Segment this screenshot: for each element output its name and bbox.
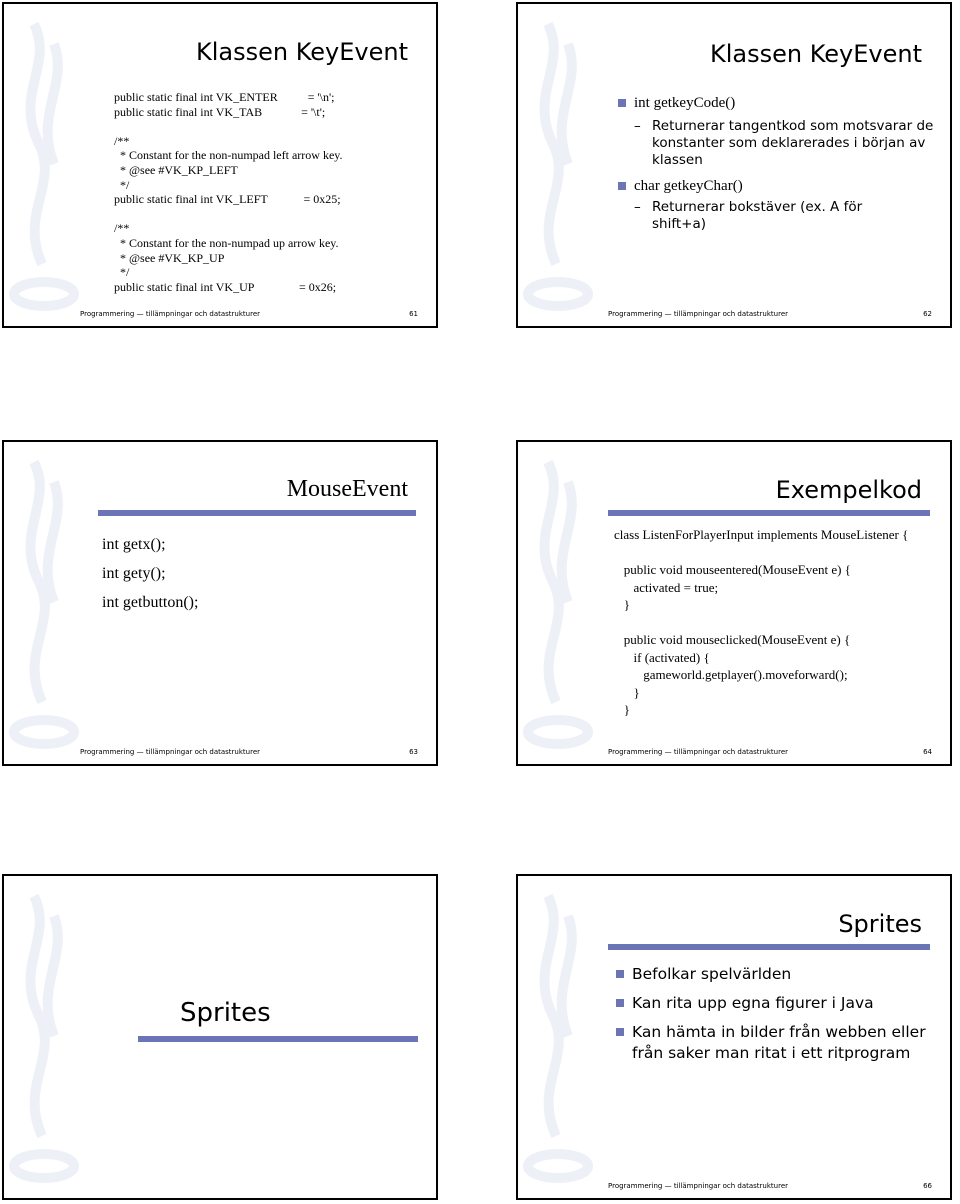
java-logo-decoration <box>518 4 598 326</box>
page-number: 66 <box>923 1182 932 1190</box>
code-line: } <box>614 684 640 700</box>
slide-title: MouseEvent <box>286 476 408 502</box>
slide-footer <box>80 748 418 756</box>
code-block <box>614 526 908 719</box>
sub-item <box>618 199 872 233</box>
slide-title: Exempelkod <box>775 476 922 504</box>
method-list <box>102 530 198 617</box>
code-line: * Constant for the non-numpad up arrow key. <box>114 235 339 250</box>
slide-62 <box>516 2 952 328</box>
code-line: */ <box>114 177 130 192</box>
method-line: int getx(); <box>102 536 166 553</box>
footer-text: Programmering — tillämpningar och datastrukturer <box>608 1182 789 1190</box>
slide-65 <box>2 874 438 1200</box>
section-title: Sprites <box>180 998 271 1028</box>
slide-title: Klassen KeyEvent <box>196 38 408 66</box>
bullet-list <box>618 94 938 233</box>
java-logo-decoration <box>4 876 84 1198</box>
page-number: 62 <box>923 310 932 318</box>
sub-item <box>618 118 938 169</box>
bullet-icon <box>616 1028 624 1036</box>
code-line: /** <box>114 133 130 148</box>
sub-text: Returnerar bokstäver (ex. A för shift+a) <box>652 199 863 232</box>
list-item <box>616 993 928 1014</box>
slide-footer <box>608 748 932 756</box>
bullet-icon <box>618 182 626 190</box>
code-block <box>114 90 343 294</box>
footer-text: Programmering — tillämpningar och datastrukturer <box>80 748 261 756</box>
code-line: class ListenForPlayerInput implements MouseListener { <box>614 527 909 542</box>
bullet-icon <box>618 99 626 107</box>
slide-title: Klassen KeyEvent <box>710 40 922 68</box>
code-line: activated = true; <box>614 579 719 595</box>
sub-text: Returnerar tangentkod som motsvarar de konstanter som deklarerades i början av klassen <box>652 118 934 168</box>
list-item <box>618 177 938 195</box>
page-number: 63 <box>409 748 418 756</box>
java-logo-decoration <box>518 442 598 764</box>
dash-icon: – <box>634 118 641 134</box>
code-line: * @see #VK_KP_LEFT <box>114 162 238 177</box>
footer-text: Programmering — tillämpningar och datastrukturer <box>80 310 261 318</box>
code-line: * Constant for the non-numpad left arrow key. <box>114 148 343 163</box>
code-line: if (activated) { <box>614 649 710 665</box>
java-logo-decoration <box>4 4 84 326</box>
bullet-icon <box>616 970 624 978</box>
footer-text: Programmering — tillämpningar och datastrukturer <box>608 310 789 318</box>
code-line: public void mouseclicked(MouseEvent e) { <box>614 632 851 647</box>
code-line: */ <box>114 265 130 280</box>
slide-footer <box>608 310 932 318</box>
bullet-text: char getkeyChar() <box>634 178 743 194</box>
list-item <box>616 1022 928 1064</box>
list-item <box>616 964 928 985</box>
slide-66 <box>516 874 952 1200</box>
code-line: public static final int VK_ENTER = '\n'; <box>114 90 335 104</box>
title-underline <box>98 510 416 516</box>
bullet-text: Befolkar spelvärlden <box>632 965 792 983</box>
code-line: * @see #VK_KP_UP <box>114 250 225 265</box>
java-logo-decoration <box>518 876 598 1198</box>
java-logo-decoration <box>4 442 84 764</box>
code-line: /** <box>114 221 130 236</box>
code-line: public void mouseentered(MouseEvent e) { <box>614 562 851 577</box>
title-underline <box>608 510 930 516</box>
slide-footer <box>608 1182 932 1190</box>
bullet-icon <box>616 999 624 1007</box>
slide-63 <box>2 440 438 766</box>
slide-64 <box>516 440 952 766</box>
page-number: 61 <box>409 310 418 318</box>
title-underline <box>608 944 930 950</box>
code-line: gameworld.getplayer().moveforward(); <box>614 667 848 682</box>
bullet-text: int getkeyCode() <box>634 95 736 111</box>
bullet-text: Kan hämta in bilder från webben eller från saker man ritat i ett ritprogram <box>632 1023 926 1062</box>
code-line: } <box>614 702 630 717</box>
code-line: } <box>614 597 630 612</box>
code-line: public static final int VK_TAB = '\t'; <box>114 104 326 119</box>
method-line: int gety(); <box>102 565 166 582</box>
slide-61 <box>2 2 438 328</box>
method-line: int getbutton(); <box>102 594 199 611</box>
section-underline <box>138 1036 418 1042</box>
bullet-list <box>616 964 928 1064</box>
bullet-text: Kan rita upp egna figurer i Java <box>632 994 874 1012</box>
slide-footer <box>80 310 418 318</box>
code-line: public static final int VK_UP = 0x26; <box>114 279 337 294</box>
list-item <box>618 94 938 112</box>
footer-text: Programmering — tillämpningar och datastrukturer <box>608 748 789 756</box>
page-number: 64 <box>923 748 932 756</box>
code-line: public static final int VK_LEFT = 0x25; <box>114 192 341 207</box>
slide-title: Sprites <box>838 910 922 938</box>
dash-icon: – <box>634 199 641 215</box>
